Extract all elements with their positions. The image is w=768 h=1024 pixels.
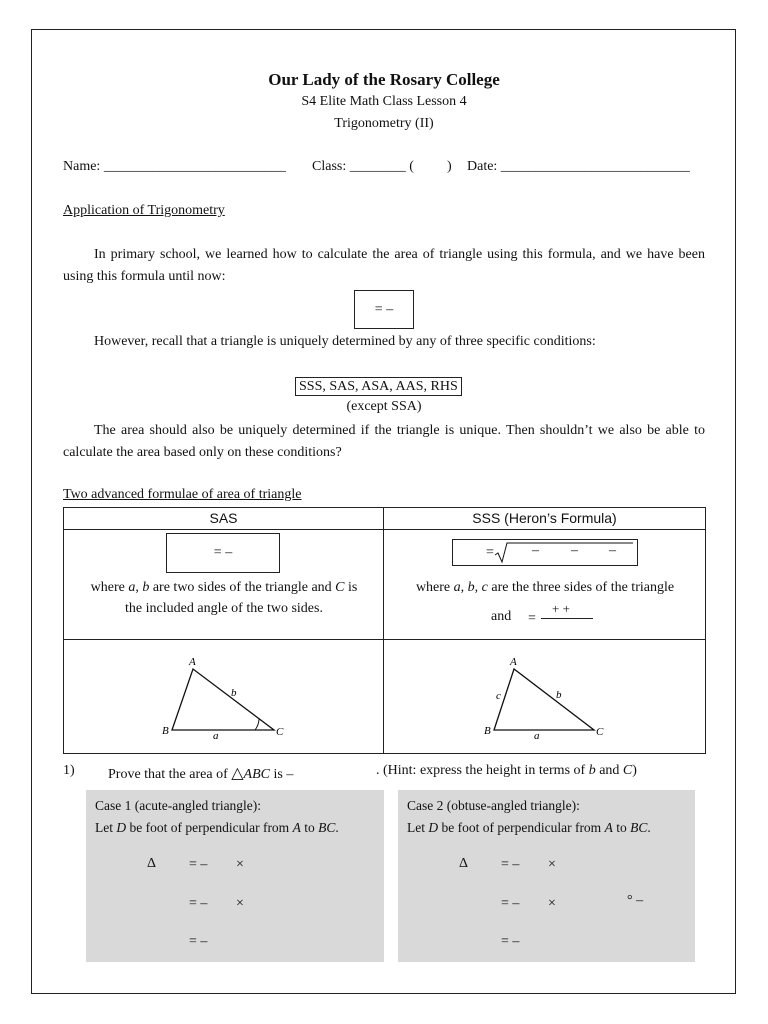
semiperimeter-equals: =	[528, 611, 536, 626]
sss-formula-cell	[384, 530, 706, 640]
delta-symbol: Δ	[459, 856, 469, 871]
col-header-sas: SAS	[64, 508, 384, 530]
question-1-hint	[376, 763, 637, 779]
formulae-table	[63, 507, 706, 754]
text: be foot of perpendicular from	[126, 820, 293, 835]
var-D: D	[428, 820, 439, 835]
case-2-row-1-equals: = –	[501, 857, 520, 872]
case-1-row-1-equals: = –	[189, 857, 208, 872]
var-BC: BC	[318, 820, 336, 835]
text: be foot of perpendicular from	[438, 820, 605, 835]
case-1-row-3-equals: = –	[189, 934, 208, 949]
text: Let	[407, 820, 429, 835]
section-heading-application: Application of Trigonometry	[63, 203, 225, 218]
var-b: b	[467, 580, 475, 595]
congruence-conditions-box: SSS, SAS, ASA, AAS, RHS	[295, 377, 462, 396]
sas-formula-box	[166, 533, 280, 573]
intro-paragraph: In primary school, we learned how to calculate the area of triangle using this formula, and we have been using this formula until now:	[63, 247, 705, 284]
case-2-title: Case 2 (obtuse-angled triangle):	[407, 798, 580, 813]
date-field[interactable]: Date: ___________________________	[467, 159, 690, 174]
sas-description-line1	[64, 577, 384, 598]
heron-minus-3: –	[609, 543, 616, 558]
sss-triangle-diagram	[384, 640, 706, 748]
sas-desc-text: where	[90, 580, 129, 595]
case-1-row-1-times: ×	[236, 857, 244, 872]
case-2-row-2-times: ×	[548, 896, 556, 911]
heron-minus-1: –	[532, 543, 539, 558]
side-a-label: a	[534, 730, 540, 742]
question-1-number: 1)	[63, 763, 75, 778]
heron-and: and	[491, 609, 512, 624]
case-2-panel	[398, 790, 695, 962]
heron-minus-2: –	[571, 543, 578, 558]
side-b-label: b	[231, 687, 237, 699]
q1-text: Prove that the area of	[108, 767, 228, 782]
col-header-sss: SSS (Heron’s Formula)	[384, 508, 706, 530]
heron-equals: =	[486, 545, 494, 560]
class-field[interactable]: Class: ________ (	[312, 159, 414, 174]
sas-triangle-diagram	[64, 640, 384, 748]
class-number-close: )	[447, 159, 452, 174]
case-1-instruction	[95, 820, 339, 836]
heron-formula-box	[452, 539, 638, 566]
basic-area-formula-box	[354, 290, 414, 329]
case-1-row-2-equals: = –	[189, 896, 208, 911]
vertex-B-label: B	[484, 725, 491, 737]
vertex-B-label: B	[162, 725, 169, 737]
name-field[interactable]: Name: __________________________	[63, 159, 286, 174]
text: to	[300, 820, 319, 835]
basic-area-formula: = –	[374, 302, 394, 317]
sas-triangle-cell	[64, 640, 384, 754]
var-b: b	[142, 580, 150, 595]
sas-formula-cell	[64, 530, 384, 640]
text: .	[647, 820, 651, 835]
section-heading-formulae: Two advanced formulae of area of triangle	[63, 487, 302, 502]
hint-text: . (Hint: express the height in terms of	[376, 763, 589, 778]
var-C: C	[335, 580, 345, 595]
case-1-title: Case 1 (acute-angled triangle):	[95, 798, 262, 813]
var-BC: BC	[630, 820, 648, 835]
case-2-row-2-equals: = –	[501, 896, 520, 911]
sas-description-line2: the included angle of the two sides.	[125, 601, 323, 616]
var-c: c	[481, 580, 488, 595]
q1-is: is –	[273, 767, 294, 782]
heron-desc-text: where	[415, 580, 454, 595]
vertex-C-label: C	[276, 726, 284, 738]
school-title: Our Lady of the Rosary College	[268, 70, 500, 89]
hint-text: )	[632, 763, 637, 778]
case-2-row-1-times: ×	[548, 857, 556, 872]
heron-desc-sep: ,	[460, 580, 468, 595]
var-D: D	[116, 820, 127, 835]
case-1-row-2-times: ×	[236, 896, 244, 911]
heron-description-line1	[384, 577, 706, 598]
var-A: A	[292, 820, 301, 835]
heron-desc-sep: ,	[474, 580, 482, 595]
side-c-label: c	[496, 690, 501, 702]
var-a: a	[453, 580, 461, 595]
var-b: b	[588, 763, 596, 778]
delta-symbol: Δ	[147, 856, 157, 871]
hint-text: and	[595, 763, 623, 778]
case-2-row-3-equals: = –	[501, 934, 520, 949]
text: Let	[95, 820, 117, 835]
vertex-A-label: A	[189, 656, 196, 668]
lesson-subtitle: S4 Elite Math Class Lesson 4	[301, 94, 467, 109]
text: .	[335, 820, 339, 835]
text: to	[612, 820, 631, 835]
side-b-label: b	[556, 689, 562, 701]
sas-desc-text: are two sides of the triangle and	[149, 580, 336, 595]
var-A: A	[604, 820, 613, 835]
question-1-text	[108, 763, 293, 783]
question-paragraph: The area should also be uniquely determined if the triangle is unique. Then shouldn’t we also be able to calculate the area based only on these conditions?	[63, 423, 705, 460]
var-C: C	[622, 763, 633, 778]
case-2-row-2-degree: ° –	[627, 893, 644, 908]
case-2-instruction	[407, 820, 651, 836]
sss-triangle-cell	[384, 640, 706, 754]
sas-formula: = –	[213, 545, 233, 560]
var-ABC: ABC	[243, 767, 270, 782]
case-1-panel	[86, 790, 384, 962]
triangle-symbol: △	[231, 765, 244, 782]
topic-subtitle: Trigonometry (II)	[334, 116, 434, 131]
vertex-C-label: C	[596, 726, 604, 738]
sas-desc-text: is	[344, 580, 358, 595]
except-ssa-note: (except SSA)	[346, 399, 422, 414]
side-a-label: a	[213, 730, 219, 742]
var-a: a	[128, 580, 136, 595]
recall-paragraph: However, recall that a triangle is uniquely determined by any of three specific conditions:	[94, 334, 596, 349]
heron-desc-text: are the three sides of the triangle	[487, 580, 675, 595]
semiperimeter-numerator: + +	[552, 601, 570, 616]
vertex-A-label: A	[510, 656, 517, 668]
fraction-bar	[541, 618, 593, 619]
sas-desc-sep: ,	[135, 580, 143, 595]
